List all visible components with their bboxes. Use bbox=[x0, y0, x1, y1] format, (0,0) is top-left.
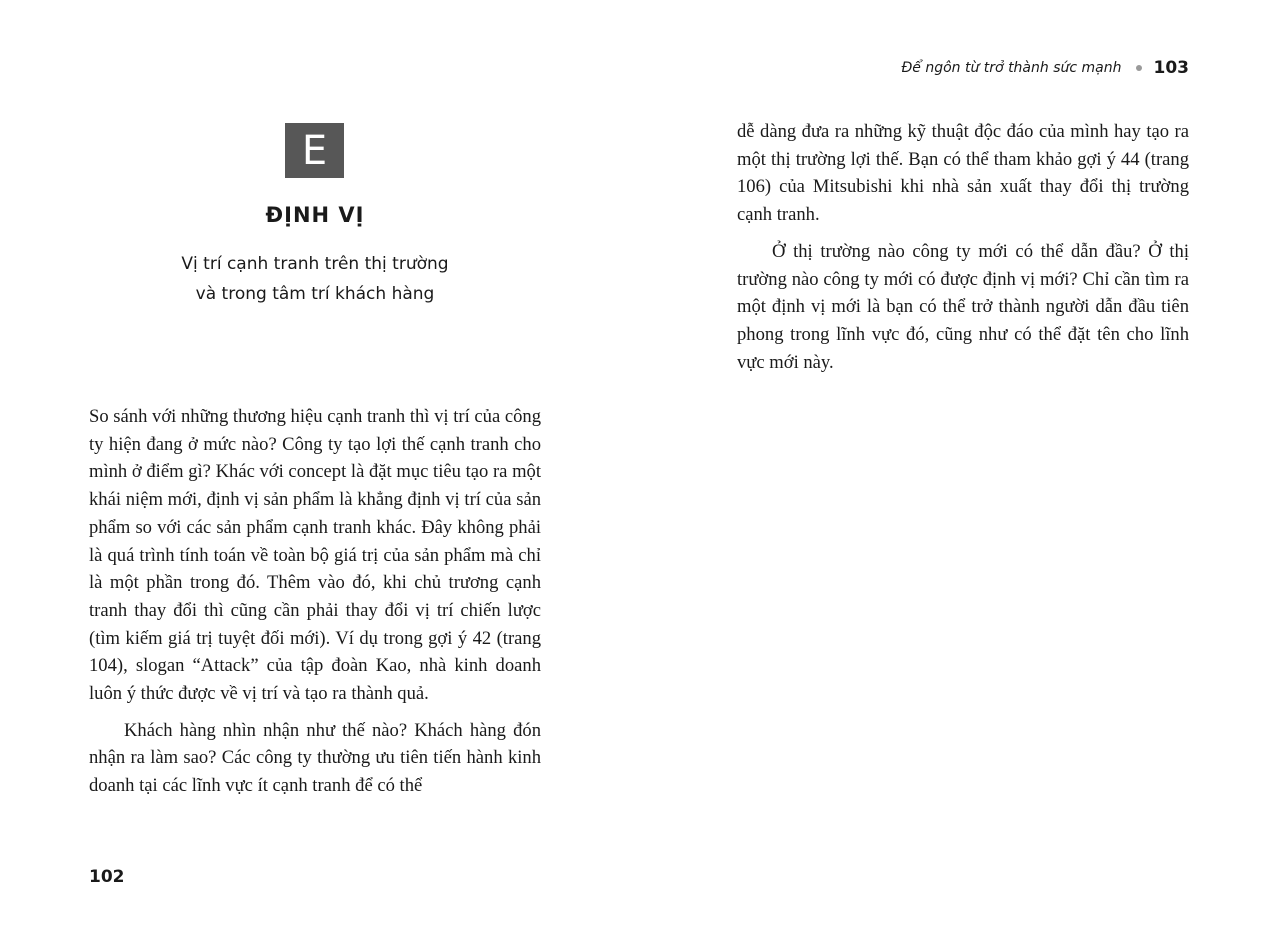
section-title: ĐỊNH VỊ bbox=[265, 203, 365, 227]
paragraph: Ở thị trường nào công ty mới có thể dẫn đầu? Ở thị trường nào công ty mới có được định vị mới? Chỉ cần tìm ra một định vị mới là bạn có thể trở thành người dẫn đầu tiên phong trong lĩnh vực đó, cũng như có thể đặt tên cho lĩnh vực mới này. bbox=[737, 240, 1189, 373]
right-page bbox=[640, 0, 1280, 934]
running-header bbox=[901, 58, 1189, 78]
subtitle-line: Vị trí cạnh tranh trên thị trường bbox=[181, 254, 449, 274]
paragraph: So sánh với những thương hiệu cạnh tranh thì vị trí của công ty hiện đang ở mức nào? Công ty tạo lợi thế cạnh tranh cho mình ở điểm gì? Khác với concept là đặt mục tiêu tạo ra một khái niệm mới, định vị sản phẩm là khẳng định vị trí của sản phẩm so với các sản phẩm cạnh tranh khác. Đây không phải là quá trình tính toán về toàn bộ giá trị của sản phẩm mà chỉ là một phần trong đó. Thêm vào đó, khi chủ trương cạnh tranh thay đổi thì cũng cần phải thay đổi vị trí chiến lược (tìm kiếm giá trị tuyệt đối mới). Ví dụ trong gợi ý 42 (trang 104), slogan “Attack” của tập đoàn Kao, nhà kinh doanh luôn ý thức được về vị trí và tạo ra thành quả. bbox=[89, 406, 541, 705]
subtitle-line: và trong tâm trí khách hàng bbox=[195, 284, 435, 304]
page-number: 102 bbox=[89, 867, 125, 887]
paragraph: Khách hàng nhìn nhận như thế nào? Khách hàng đón nhận ra làm sao? Các công ty thường ưu tiên tiến hành kinh doanh tại các lĩnh vực ít cạnh tranh để có thể bbox=[89, 719, 541, 797]
right-body-text bbox=[737, 118, 1189, 385]
running-header-title: Để ngôn từ trở thành sức mạnh bbox=[901, 60, 1122, 76]
section-letter-badge bbox=[285, 123, 344, 178]
section-letter: E bbox=[301, 127, 328, 174]
bullet-dot-icon bbox=[1136, 65, 1142, 71]
left-body-text bbox=[89, 403, 541, 809]
section-subtitle bbox=[90, 249, 540, 309]
page-number: 103 bbox=[1153, 58, 1189, 78]
paragraph: dễ dàng đưa ra những kỹ thuật độc đáo của mình hay tạo ra một thị trường lợi thế. Bạn có thể tham khảo gợi ý 44 (trang 106) của Mitsubishi khi nhà sản xuất thay đổi thị trường cạnh tranh. bbox=[737, 121, 1189, 226]
